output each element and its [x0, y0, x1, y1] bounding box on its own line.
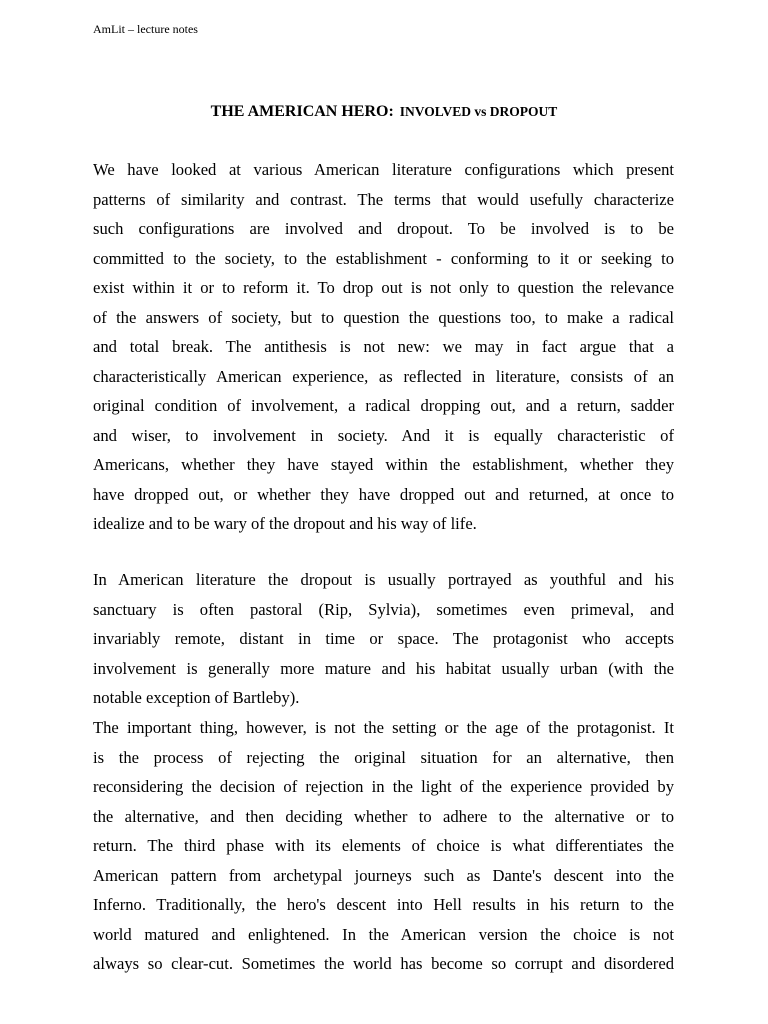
- document-title: [0, 101, 768, 123]
- text-line: idealize and to be wary of the dropout and his way of life.: [93, 514, 477, 533]
- text-line: notable exception of Bartleby).: [93, 688, 300, 707]
- text-line: of the answers of society, but to question the questions too, to make a radical: [93, 307, 674, 327]
- text-line: original condition of involvement, a radical dropping out, and a return, sadder: [93, 396, 674, 415]
- text-line: The important thing, however, is not the setting or the age of the protagonist. It: [93, 718, 674, 737]
- paragraph-1: [93, 155, 674, 539]
- text-line: sanctuary is often pastoral (Rip, Sylvia), sometimes even primeval, and: [93, 599, 674, 619]
- text-line: always so clear-cut. Sometimes the world has become so corrupt and disordered: [93, 954, 674, 973]
- text-line: world matured and enlightened. In the American version the choice is not: [93, 924, 674, 944]
- text-line: American pattern from archetypal journeys such as Dante's descent into the: [93, 865, 674, 885]
- text-line: invariably remote, distant in time or space. The protagonist who accepts: [93, 629, 674, 648]
- title-main: THE AMERICAN HERO:: [210, 103, 394, 120]
- text-line: involvement is generally more mature and his habitat usually urban (with the: [93, 658, 674, 678]
- text-line: In American literature the dropout is usually portrayed as youthful and his: [93, 570, 674, 589]
- text-line: Americans, whether they have stayed within the establishment, whether they: [93, 455, 674, 474]
- text-line: the alternative, and then deciding whether to adhere to the alternative or to: [93, 806, 674, 826]
- text-line: committed to the society, to the establishment - conforming to it or seeking to: [93, 248, 674, 268]
- text-line: We have looked at various American literature configurations which present: [93, 160, 674, 179]
- paragraph-3: [93, 713, 674, 979]
- text-line: characteristically American experience, as reflected in literature, consists of an: [93, 366, 674, 386]
- header-note: AmLit – lecture notes: [93, 22, 198, 36]
- text-line: have dropped out, or whether they have dropped out and returned, at once to: [93, 484, 674, 504]
- text-line: reconsidering the decision of rejection in the light of the experience provided by: [93, 777, 674, 796]
- text-line: patterns of similarity and contrast. The terms that would usefully characterize: [93, 189, 674, 209]
- text-line: and wiser, to involvement in society. And it is equally characteristic of: [93, 425, 674, 445]
- title-subtitle: INVOLVED vs DROPOUT: [399, 104, 558, 119]
- paragraph-2: [93, 565, 674, 713]
- text-line: Inferno. Traditionally, the hero's descent into Hell results in his return to the: [93, 895, 674, 914]
- text-line: exist within it or to reform it. To drop out is not only to question the relevance: [93, 278, 674, 297]
- text-line: such configurations are involved and dropout. To be involved is to be: [93, 219, 674, 238]
- text-line: is the process of rejecting the original situation for an alternative, then: [93, 747, 674, 767]
- text-line: and total break. The antithesis is not new: we may in fact argue that a: [93, 337, 674, 356]
- text-line: return. The third phase with its elements of choice is what differentiates the: [93, 836, 674, 855]
